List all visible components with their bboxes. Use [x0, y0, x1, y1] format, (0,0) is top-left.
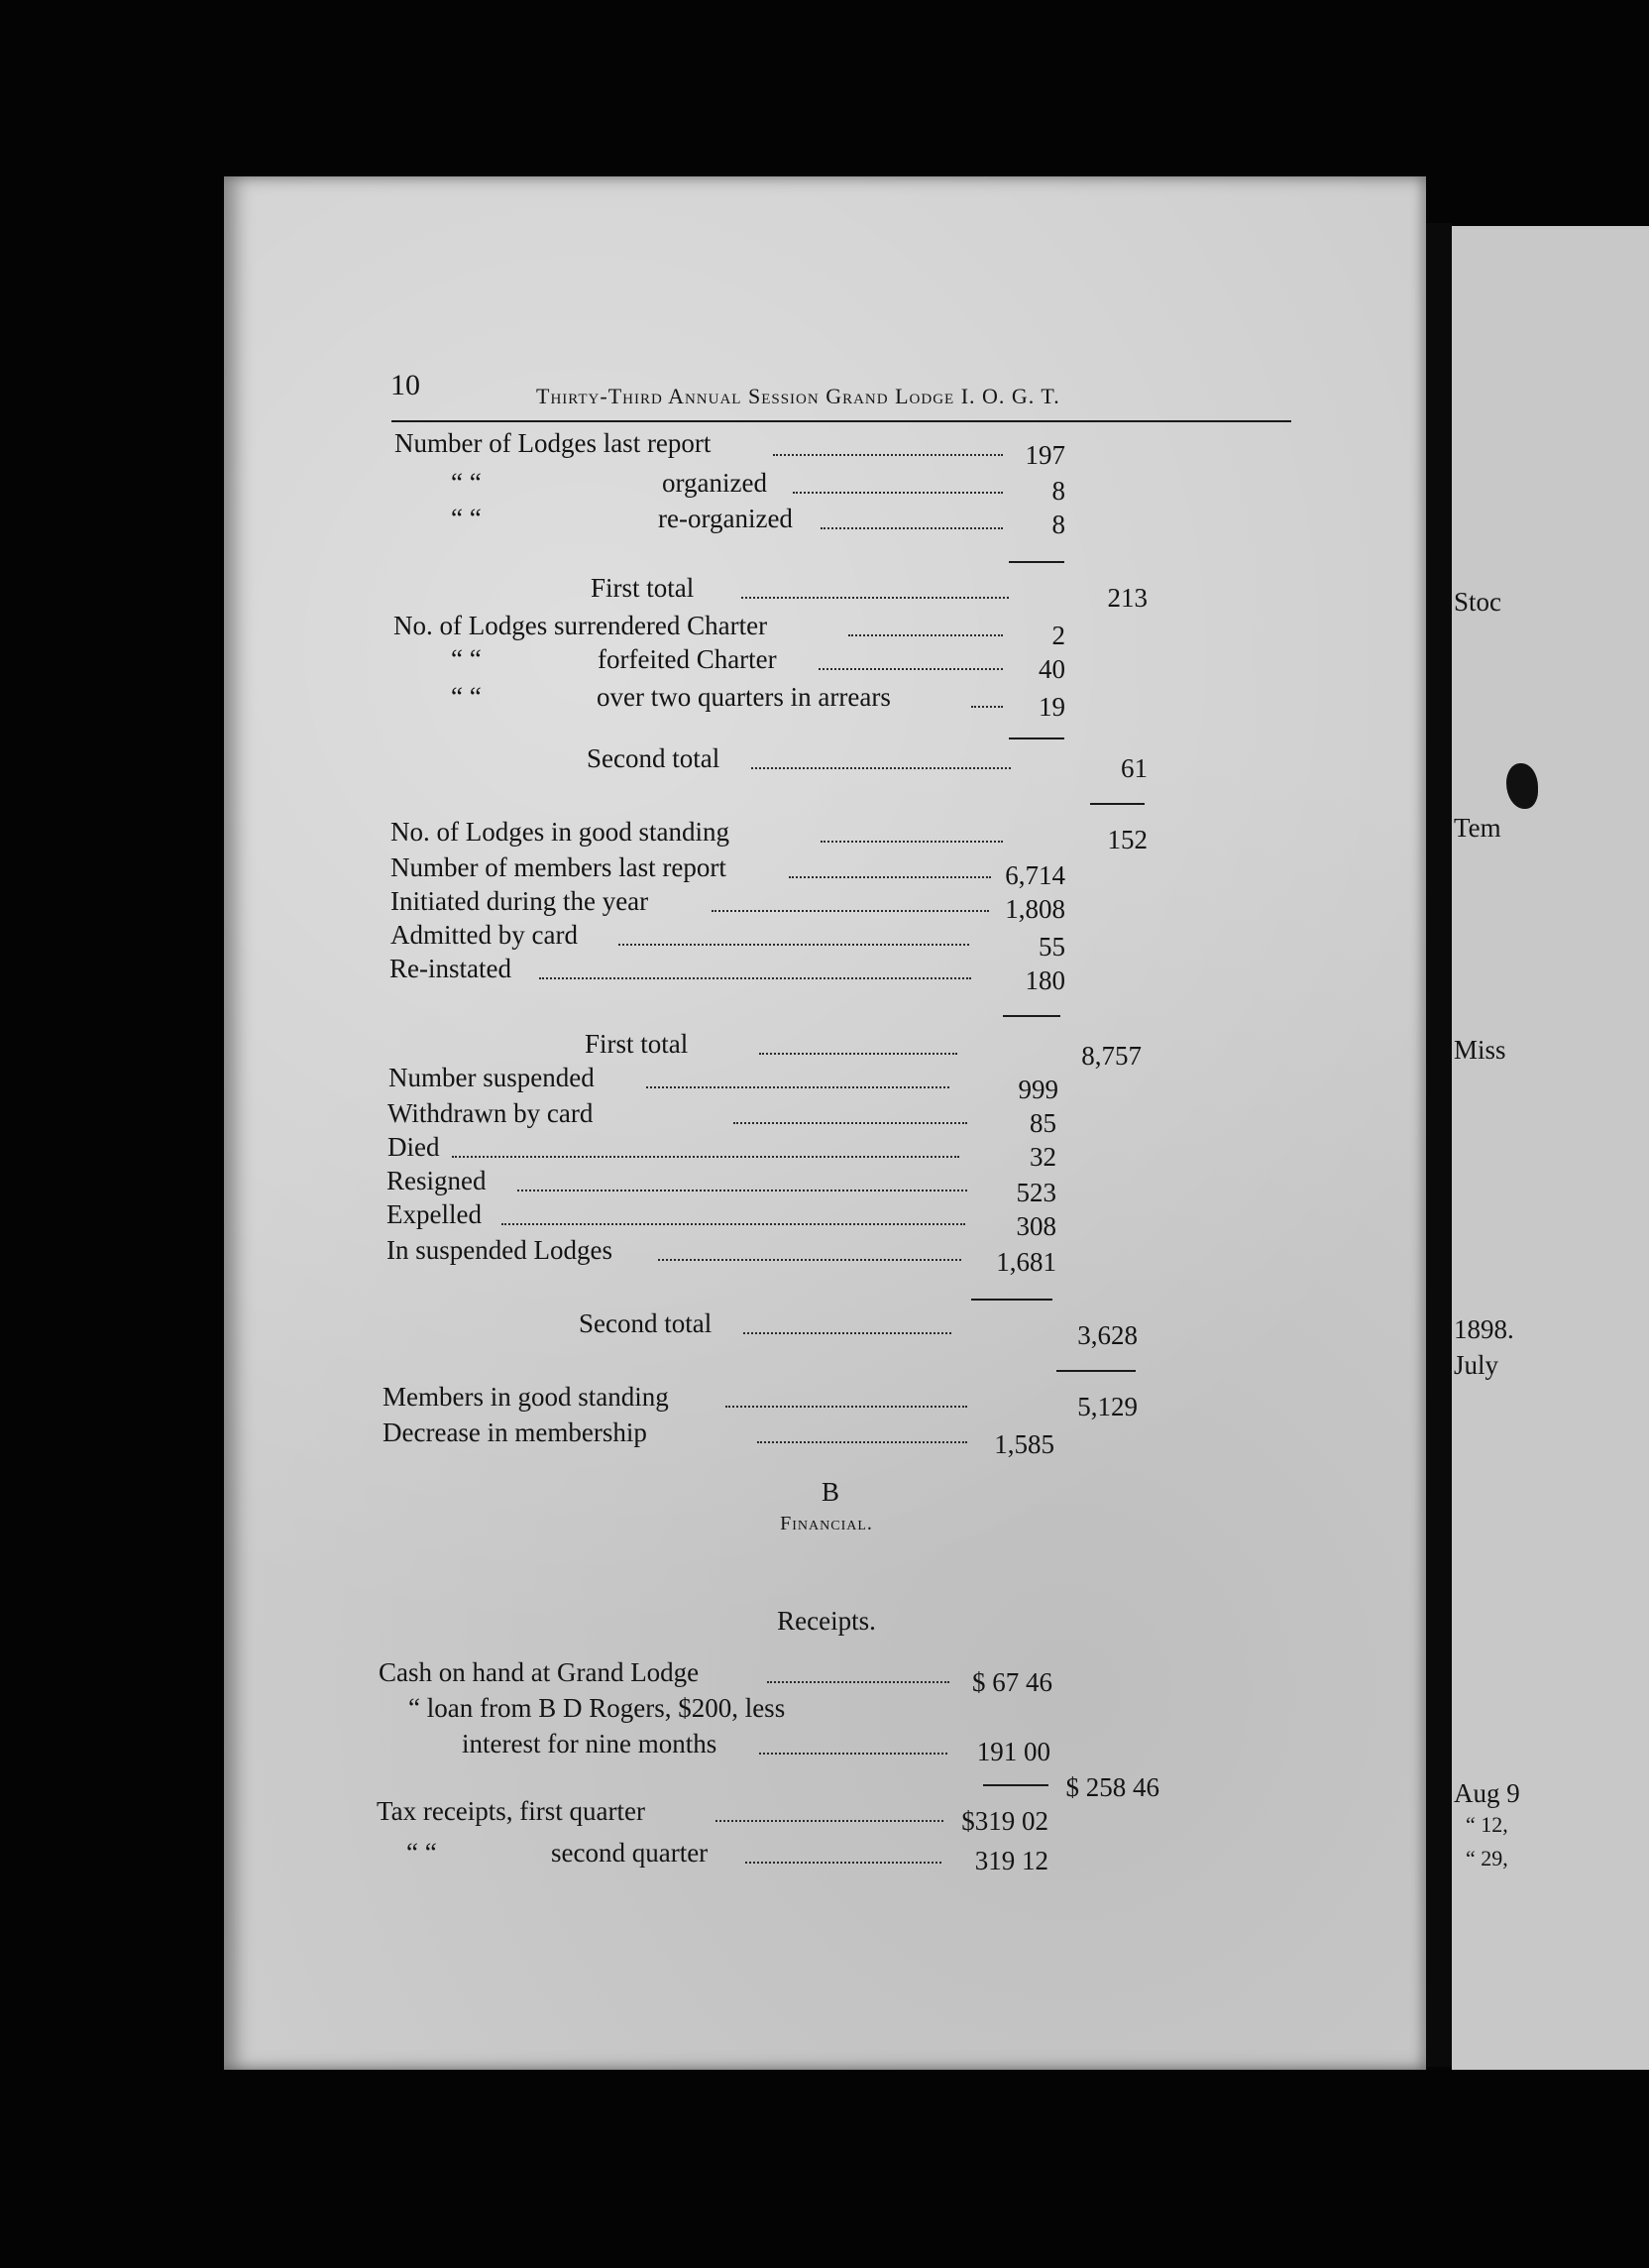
leader-dots: [745, 1862, 941, 1864]
reinstated-label: Re-instated: [389, 954, 511, 983]
initiated-label: Initiated during the year: [390, 886, 649, 916]
lodges-organized-value: 8: [1051, 476, 1065, 506]
section-title: Financial.: [780, 1513, 873, 1534]
lodges-good-standing-label: No. of Lodges in good standing: [390, 817, 729, 847]
expelled-value: 308: [1016, 1211, 1056, 1241]
facing-line: 1898.: [1454, 1314, 1514, 1344]
sum-rule: [1090, 803, 1145, 805]
sum-rule: [1009, 561, 1064, 563]
lodges-surrendered-value: 2: [1051, 621, 1065, 650]
facing-line: Aug 9: [1454, 1778, 1520, 1808]
tax-first-quarter-value: $319 02: [961, 1806, 1048, 1836]
tax-first-quarter-label: Tax receipts, first quarter: [377, 1796, 645, 1826]
ditto-marks: “ “: [451, 682, 482, 712]
leader-dots: [793, 492, 1003, 494]
lodges-last-report-label: Number of Lodges last report: [394, 428, 712, 458]
leader-dots: [715, 1820, 943, 1822]
tax-second-quarter-value: 319 12: [974, 1846, 1048, 1875]
leader-dots: [452, 1156, 959, 1158]
lodges-arrears-value: 19: [1039, 692, 1065, 722]
tax-second-quarter-label: second quarter: [551, 1838, 709, 1868]
suspended-value: 999: [1018, 1075, 1058, 1104]
decrease-value: 1,585: [994, 1429, 1054, 1459]
lodges-reorganized-value: 8: [1051, 510, 1065, 539]
lodges-first-total-value: 213: [1107, 583, 1148, 613]
leader-dots: [767, 1681, 949, 1683]
receipts-heading: Receipts.: [777, 1606, 876, 1636]
resigned-label: Resigned: [386, 1166, 487, 1195]
admitted-by-card-label: Admitted by card: [390, 920, 578, 950]
sum-rule: [971, 1299, 1052, 1301]
ditto-marks: “ “: [451, 504, 482, 533]
lodges-reorganized-label: re-organized: [658, 504, 793, 533]
page-number: 10: [390, 369, 420, 401]
loan-interest-label: interest for nine months: [462, 1729, 717, 1758]
sum-rule: [1056, 1370, 1136, 1372]
running-head: Thirty-Third Annual Session Grand Lodge I. O. G. T.: [536, 384, 1060, 408]
admitted-by-card-value: 55: [1039, 932, 1065, 962]
facing-page: [1452, 226, 1649, 2070]
facing-line: “ 29,: [1466, 1846, 1508, 1871]
withdrawn-label: Withdrawn by card: [387, 1098, 594, 1128]
lodges-arrears-label: over two quarters in arrears: [597, 682, 891, 712]
members-last-report-value: 6,714: [1005, 860, 1065, 890]
lodges-second-total-value: 61: [1121, 753, 1148, 783]
leader-dots: [618, 944, 969, 946]
leader-dots: [848, 634, 1003, 636]
leader-dots: [821, 841, 1003, 843]
leader-dots: [733, 1122, 967, 1124]
cash-on-hand-label: Cash on hand at Grand Lodge: [379, 1657, 700, 1687]
ditto-marks: “ “: [451, 468, 482, 498]
leader-dots: [757, 1441, 967, 1443]
members-good-standing-label: Members in good standing: [383, 1382, 669, 1412]
leader-dots: [743, 1332, 951, 1334]
expelled-label: Expelled: [386, 1199, 482, 1229]
leader-dots: [789, 876, 991, 878]
leader-dots: [971, 706, 1003, 708]
members-first-total-label: First total: [585, 1029, 689, 1059]
leader-dots: [741, 597, 1009, 599]
facing-line: July: [1454, 1350, 1499, 1380]
suspended-lodges-value: 1,681: [996, 1247, 1056, 1277]
loan-value: 191 00: [976, 1737, 1050, 1766]
died-label: Died: [387, 1132, 440, 1162]
lodges-forfeited-value: 40: [1039, 654, 1065, 684]
leader-dots: [712, 910, 989, 912]
leader-dots: [646, 1086, 949, 1088]
leader-dots: [819, 668, 1003, 670]
lodges-last-report-value: 197: [1025, 440, 1065, 470]
leader-dots: [773, 454, 1003, 456]
receipts-subtotal: $ 258 46: [1065, 1772, 1159, 1802]
lodges-first-total-label: First total: [591, 573, 695, 603]
sum-rule: [1003, 1015, 1060, 1017]
lodges-second-total-label: Second total: [587, 743, 720, 773]
loan-label: “ loan from B D Rogers, $200, less: [408, 1693, 786, 1723]
leader-dots: [539, 977, 971, 979]
members-second-total-value: 3,628: [1077, 1320, 1138, 1350]
facing-line: “ 12,: [1466, 1812, 1508, 1837]
leader-dots: [759, 1053, 957, 1055]
sum-rule: [983, 1784, 1048, 1786]
withdrawn-value: 85: [1030, 1108, 1056, 1138]
facing-line: Miss: [1454, 1035, 1506, 1065]
ditto-marks: “ “: [451, 644, 482, 674]
suspended-lodges-label: In suspended Lodges: [386, 1235, 612, 1265]
section-letter: B: [821, 1477, 840, 1507]
members-first-total-value: 8,757: [1081, 1041, 1142, 1071]
leader-dots: [517, 1190, 967, 1191]
leader-dots: [751, 767, 1011, 769]
header-rule: [391, 420, 1291, 422]
decrease-label: Decrease in membership: [383, 1418, 647, 1447]
reinstated-value: 180: [1025, 965, 1065, 995]
book-gutter: [1426, 223, 1452, 2067]
initiated-value: 1,808: [1005, 894, 1065, 924]
leader-dots: [725, 1406, 967, 1408]
lodges-organized-label: organized: [662, 468, 767, 498]
lodges-surrendered-label: No. of Lodges surrendered Charter: [393, 611, 768, 640]
ditto-marks: “ “: [406, 1838, 437, 1868]
sum-rule: [1009, 737, 1064, 739]
members-second-total-label: Second total: [579, 1308, 713, 1338]
facing-line: Tem: [1454, 813, 1501, 843]
facing-line: Stoc: [1454, 587, 1502, 617]
members-last-report-label: Number of members last report: [390, 852, 726, 882]
leader-dots: [821, 527, 1003, 529]
cash-on-hand-value: $ 67 46: [972, 1667, 1052, 1697]
resigned-value: 523: [1016, 1178, 1056, 1207]
members-good-standing-value: 5,129: [1077, 1392, 1138, 1421]
leader-dots: [658, 1259, 961, 1261]
leader-dots: [759, 1753, 947, 1755]
suspended-label: Number suspended: [388, 1063, 595, 1092]
lodges-good-standing-value: 152: [1107, 825, 1148, 854]
died-value: 32: [1030, 1142, 1056, 1172]
lodges-forfeited-label: forfeited Charter: [598, 644, 777, 674]
leader-dots: [501, 1223, 965, 1225]
